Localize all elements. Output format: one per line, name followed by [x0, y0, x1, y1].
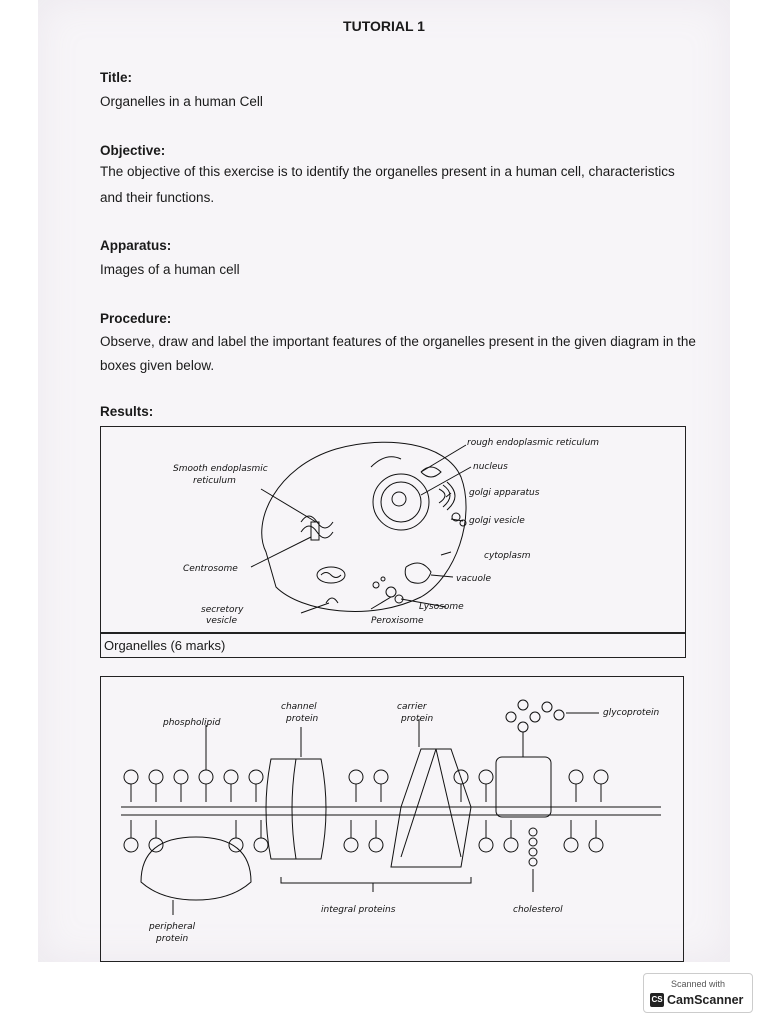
page-title: TUTORIAL 1 — [343, 18, 425, 34]
membrane-diagram-box — [100, 676, 684, 962]
results-heading: Results: — [100, 404, 154, 419]
label-golgi-vesicle: golgi vesicle — [469, 516, 525, 526]
watermark-brand — [650, 993, 743, 1007]
objective-line-2: and their functions. — [100, 190, 215, 205]
upper-phospholipids — [124, 770, 608, 802]
label-channel-1: channel — [281, 702, 317, 712]
objective-line-1: The objective of this exercise is to identify the organelles present in a human cell, characteristics — [100, 164, 675, 179]
channel-protein-shape — [266, 759, 326, 859]
watermark-line: Scanned with — [670, 979, 726, 989]
label-cytoplasm: cytoplasm — [484, 551, 531, 561]
cell-drawing — [101, 427, 685, 633]
procedure-line-1: Observe, draw and label the important features of the organelles present in the given diagram in the — [100, 334, 696, 349]
title-text: Organelles in a human Cell — [100, 94, 263, 109]
label-lysosome: Lysosome — [419, 602, 464, 612]
apparatus-text: Images of a human cell — [100, 262, 240, 277]
watermark-brand-text: CamScanner — [667, 993, 744, 1007]
label-smooth-er-2: reticulum — [193, 476, 236, 486]
label-rough-er: rough endoplasmic reticulum — [467, 438, 600, 448]
procedure-heading: Procedure: — [100, 311, 172, 326]
label-peripheral-1: peripheral — [149, 922, 196, 932]
title-heading: Title: — [100, 70, 133, 85]
label-vacuole: vacuole — [456, 574, 492, 584]
label-carrier-2: protein — [401, 714, 434, 724]
cell-diagram-box — [100, 426, 686, 634]
label-carrier-1: carrier — [397, 702, 427, 712]
label-golgi: golgi apparatus — [469, 488, 540, 498]
peripheral-protein-shape — [141, 837, 251, 900]
label-secretory-2: vesicle — [206, 616, 238, 626]
label-peripheral-2: protein — [156, 934, 189, 944]
label-nucleus: nucleus — [473, 462, 508, 472]
cell-diagram-caption: Organelles (6 marks) — [100, 632, 686, 658]
label-centrosome: Centrosome — [183, 564, 238, 574]
label-phospholipid: phospholipid — [163, 718, 221, 728]
label-integral: integral proteins — [321, 905, 396, 915]
apparatus-heading: Apparatus: — [100, 238, 172, 253]
objective-heading: Objective: — [100, 143, 166, 158]
camscanner-watermark — [643, 973, 753, 1013]
label-glycoprotein: glycoprotein — [603, 708, 660, 718]
procedure-line-2: boxes given below. — [100, 358, 215, 373]
camscanner-logo-icon: CS — [650, 993, 664, 1007]
label-cholesterol: cholesterol — [513, 905, 563, 915]
label-channel-2: protein — [286, 714, 319, 724]
label-peroxisome: Peroxisome — [371, 616, 424, 626]
label-secretory-1: secretory — [201, 605, 244, 615]
glycoprotein-shape — [496, 757, 551, 817]
label-smooth-er-1: Smooth endoplasmic — [173, 464, 268, 474]
membrane-drawing — [101, 677, 683, 961]
